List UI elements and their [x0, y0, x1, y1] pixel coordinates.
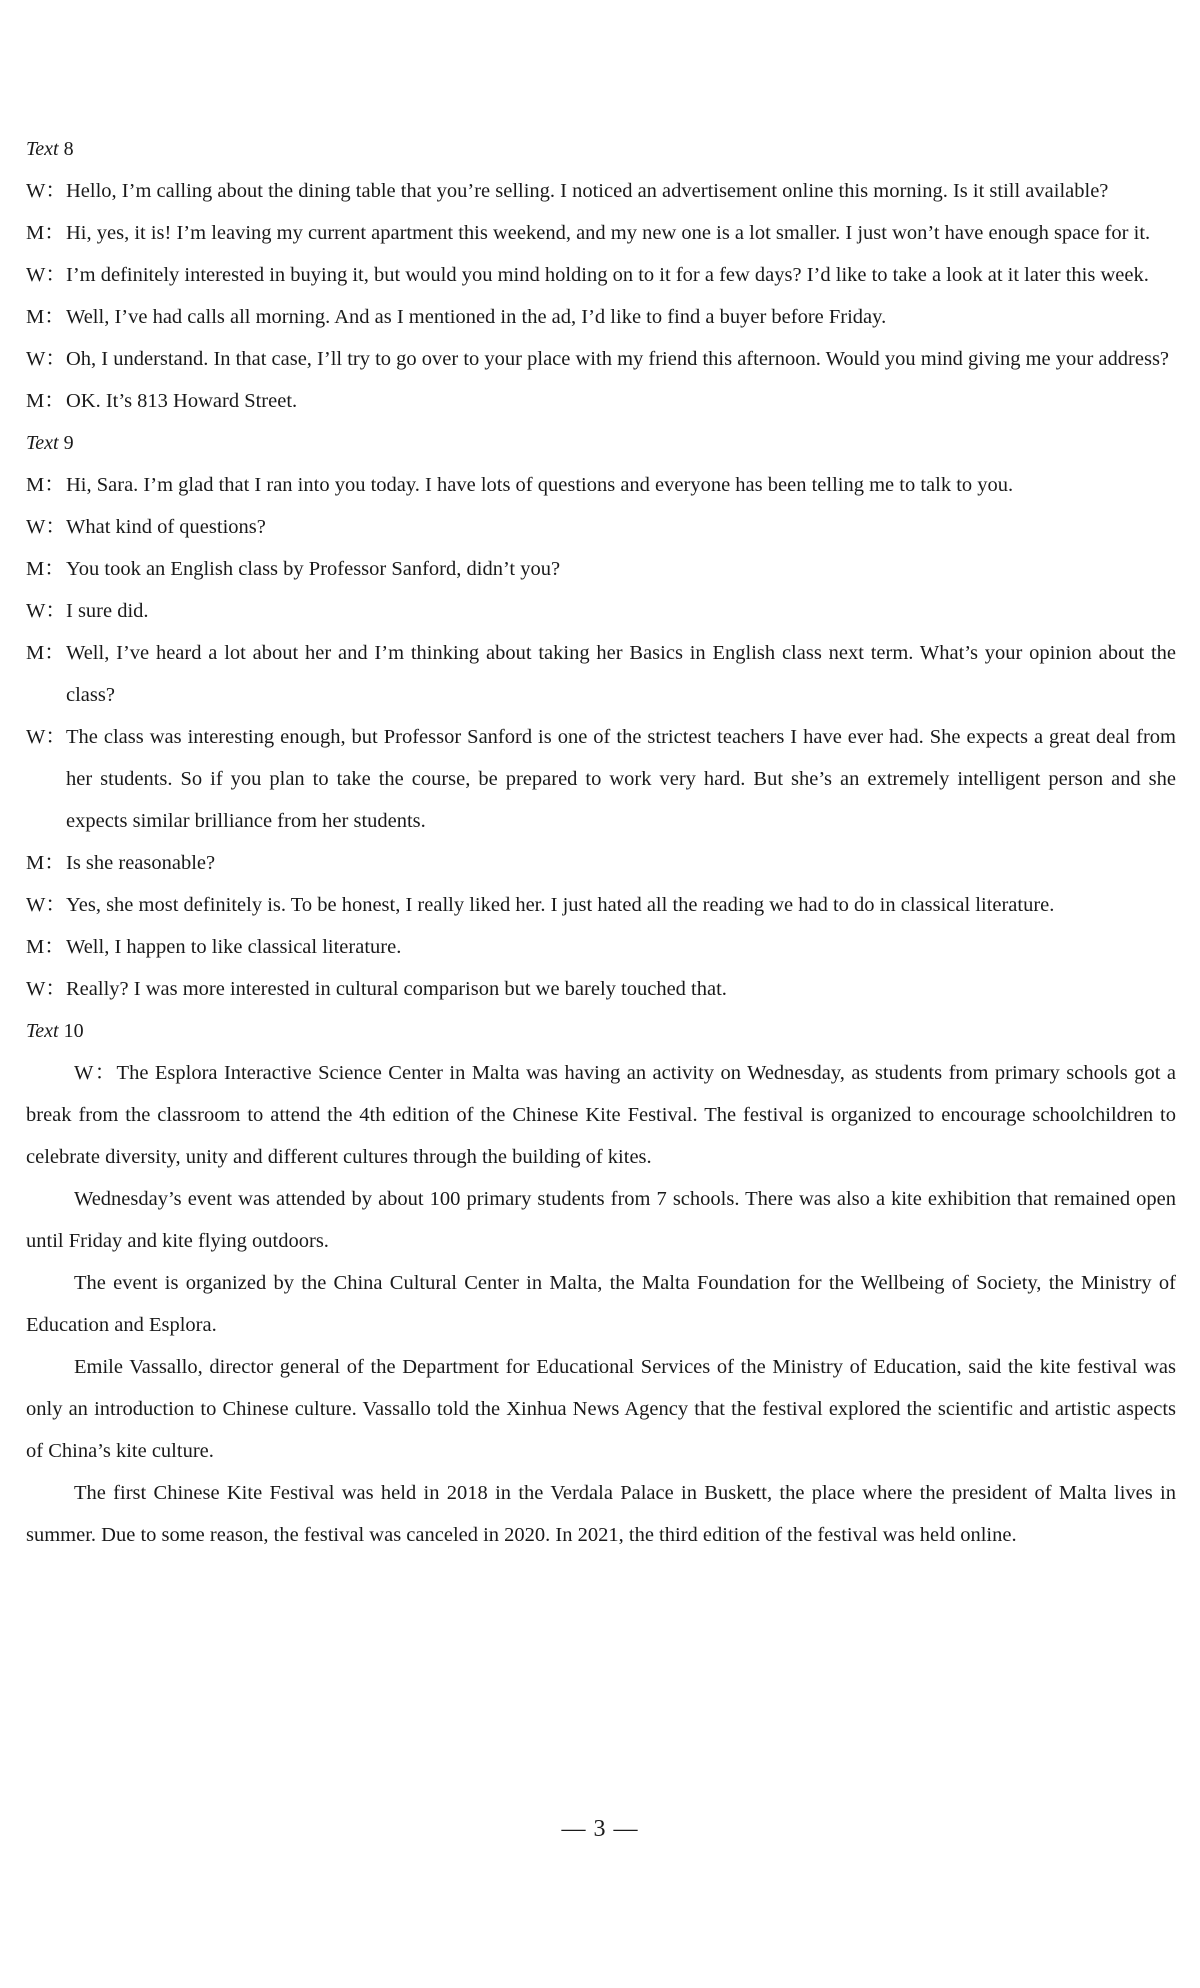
dialogue-text: Well, I’ve had calls all morning. And as I mentioned in the ad, I’d like to find a buyer before Friday.	[66, 306, 887, 328]
transcript-page	[26, 128, 1176, 1556]
dialogue-line	[26, 380, 1176, 422]
speaker-label: M：	[26, 222, 65, 244]
dialogue-text: Well, I’ve heard a lot about her and I’m thinking about taking her Basics in English class next term. What’s your opinion about the class?	[66, 642, 1176, 706]
page-number: — 3 —	[561, 1816, 639, 1842]
dialogue-line	[26, 548, 1176, 590]
dialogue-line	[26, 296, 1176, 338]
dialogue-text: Really? I was more interested in cultural comparison but we barely touched that.	[66, 978, 727, 1000]
dialogue-text: You took an English class by Professor Sanford, didn’t you?	[66, 558, 561, 580]
heading-word: Text	[26, 432, 59, 454]
speaker-label: W：	[26, 264, 66, 286]
monologue-paragraph: W：The Esplora Interactive Science Center in Malta was having an activity on Wednesday, as students from primary schools got a break from the classroom to attend the 4th edition of the Chinese Kite Festival. The festival is organized to encourage schoolchildren to celebrate diversity, unity and different cultures through the building of kites.	[26, 1062, 1176, 1168]
speaker-label: M：	[26, 642, 65, 664]
dialogue-line	[26, 464, 1176, 506]
dialogue-text: Hello, I’m calling about the dining table that you’re selling. I noticed an advertisement online this morning. Is it still available?	[66, 180, 1109, 202]
speaker-label: W：	[26, 600, 66, 622]
dialogue-text: I’m definitely interested in buying it, but would you mind holding on to it for a few days? I’d like to take a look at it later this week.	[66, 264, 1149, 286]
dialogue-line	[26, 254, 1176, 296]
heading-number: 8	[63, 138, 74, 160]
monologue-paragraph: Emile Vassallo, director general of the Department for Educational Services of the Ministry of Education, said the kite festival was only an introduction to Chinese culture. Vassallo told the Xinhua News Agency that the festival explored the scientific and artistic aspects of China’s kite culture.	[26, 1356, 1176, 1462]
dialogue-text: OK. It’s 813 Howard Street.	[66, 390, 298, 412]
dialogue-text: What kind of questions?	[66, 516, 266, 538]
heading-word: Text	[26, 138, 59, 160]
text-8-section	[26, 128, 1176, 422]
dialogue-text: Is she reasonable?	[66, 852, 216, 874]
dialogue-text: Yes, she most definitely is. To be honest, I really liked her. I just hated all the reading we had to do in classical literature.	[66, 894, 1055, 916]
speaker-label: W：	[26, 726, 66, 748]
text-10-heading	[26, 1010, 1176, 1052]
dialogue-text: The class was interesting enough, but Professor Sanford is one of the strictest teachers I have ever had. She expects a great deal from her students. So if you plan to take the course, be prepared to work very hard. But she’s an extremely intelligent person and she expects similar brilliance from her students.	[66, 726, 1176, 832]
speaker-label: M：	[26, 306, 65, 328]
speaker-label: M：	[26, 474, 65, 496]
dialogue-line	[26, 590, 1176, 632]
speaker-label: W：	[26, 516, 66, 538]
heading-number: 10	[63, 1020, 84, 1042]
speaker-label: M：	[26, 936, 65, 958]
dialogue-text: Hi, Sara. I’m glad that I ran into you today. I have lots of questions and everyone has been telling me to talk to you.	[66, 474, 1014, 496]
monologue-paragraph: The event is organized by the China Cultural Center in Malta, the Malta Foundation for the Wellbeing of Society, the Ministry of Education and Esplora.	[26, 1272, 1176, 1336]
dialogue-line	[26, 632, 1176, 716]
dialogue-line	[26, 926, 1176, 968]
speaker-label: W：	[26, 348, 66, 370]
dialogue-line	[26, 212, 1176, 254]
dialogue-line	[26, 338, 1176, 380]
dialogue-line	[26, 170, 1176, 212]
monologue-paragraph: Wednesday’s event was attended by about 100 primary students from 7 schools. There was also a kite exhibition that remained open until Friday and kite flying outdoors.	[26, 1188, 1176, 1252]
dialogue-text: Oh, I understand. In that case, I’ll try to go over to your place with my friend this afternoon. Would you mind giving me your address?	[66, 348, 1170, 370]
dialogue-line	[26, 884, 1176, 926]
heading-word: Text	[26, 1020, 59, 1042]
text-9-section	[26, 422, 1176, 1010]
monologue-paragraph: The first Chinese Kite Festival was held in 2018 in the Verdala Palace in Buskett, the place where the president of Malta lives in summer. Due to some reason, the festival was canceled in 2020. In 2021, the third edition of the festival was held online.	[26, 1482, 1176, 1546]
text-9-heading	[26, 422, 1176, 464]
speaker-label: M：	[26, 390, 65, 412]
speaker-label: W：	[26, 180, 66, 202]
text-10-section	[26, 1010, 1176, 1556]
dialogue-line	[26, 506, 1176, 548]
dialogue-line	[26, 968, 1176, 1010]
speaker-label: M：	[26, 558, 65, 580]
dialogue-text: I sure did.	[66, 600, 149, 622]
speaker-label: W：	[26, 978, 66, 1000]
dialogue-text: Well, I happen to like classical literature.	[66, 936, 402, 958]
dialogue-line	[26, 842, 1176, 884]
text-8-heading	[26, 128, 1176, 170]
speaker-label: W：	[26, 894, 66, 916]
dialogue-line	[26, 716, 1176, 842]
dialogue-text: Hi, yes, it is! I’m leaving my current apartment this weekend, and my new one is a lot smaller. I just won’t have enough space for it.	[66, 222, 1151, 244]
heading-number: 9	[63, 432, 74, 454]
speaker-label: M：	[26, 852, 65, 874]
